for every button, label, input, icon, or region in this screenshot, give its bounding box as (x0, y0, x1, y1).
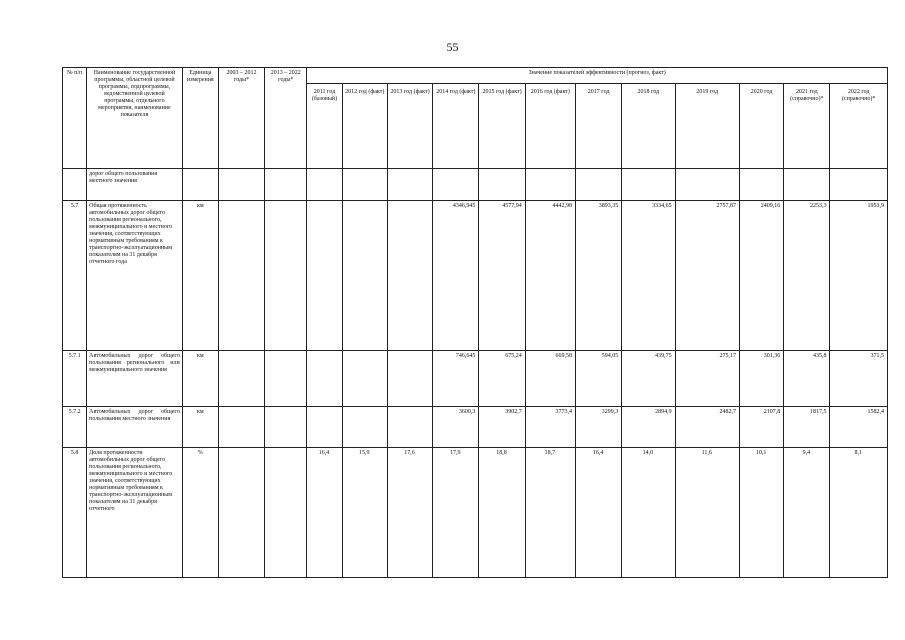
row-value: 17,9 (433, 448, 479, 578)
row-value: 275,17 (675, 351, 739, 407)
header-year: 2011 год (базовый) (307, 84, 342, 169)
cell-empty (218, 351, 264, 407)
row-unit: км (182, 351, 218, 407)
row-value: 11,6 (675, 448, 739, 578)
row-name: дорог общего пользования местного значения (87, 169, 183, 201)
row-value: 17,6 (387, 448, 432, 578)
row-value (307, 351, 342, 407)
row-value: 8,1 (830, 448, 888, 578)
row-value (342, 169, 387, 201)
row-value: 16,4 (575, 448, 621, 578)
header-year: 2018 год (622, 84, 675, 169)
row-value (479, 169, 525, 201)
cell-empty (218, 407, 264, 448)
header-year: 2021 год (справочно)* (784, 84, 830, 169)
table-row (63, 201, 888, 351)
row-no: 5.7 (63, 201, 87, 351)
row-value (675, 169, 739, 201)
cell-empty (218, 169, 264, 201)
header-values: Значение показателей эффективности (прогноз, факт) (307, 68, 888, 84)
cell-empty (218, 201, 264, 351)
row-value: 10,1 (739, 448, 783, 578)
row-value: 669,58 (525, 351, 575, 407)
header-row-1 (63, 68, 888, 84)
row-value (575, 169, 621, 201)
row-value (342, 407, 387, 448)
row-value (784, 169, 830, 201)
row-value: 4346,945 (433, 201, 479, 351)
row-value: 18,8 (479, 448, 525, 578)
header-name: Наименование государственной программы, областной целевой программы, подпрограммы, ведомственной целевой программы, отдельного мероприятия, наименование показателя (87, 68, 183, 169)
table-row (63, 169, 888, 201)
table-row (63, 407, 888, 448)
cell-empty (265, 448, 307, 578)
row-value: 1582,4 (830, 407, 888, 448)
cell-empty (265, 407, 307, 448)
row-value: 2253,3 (784, 201, 830, 351)
header-year: 2019 год (675, 84, 739, 169)
header-year: 2014 год (факт) (433, 84, 479, 169)
row-value: 9,4 (784, 448, 830, 578)
row-value: 2409,16 (739, 201, 783, 351)
cell-empty (265, 351, 307, 407)
row-value (307, 201, 342, 351)
header-year: 2016 год (факт) (525, 84, 575, 169)
header-2003-2012: 2003 – 2012 годы* (218, 68, 264, 169)
row-value: 16,4 (307, 448, 342, 578)
row-value (387, 169, 432, 201)
row-value (739, 169, 783, 201)
row-value: 301,36 (739, 351, 783, 407)
header-no: № п/п (63, 68, 87, 169)
row-no: 5.7.2 (63, 407, 87, 448)
row-name: Общая протяженность автомобильных дорог общего пользования регионального, межмуниципального и местного значения, соответствующих нормативным требованиям к транспортно-эксплуатационным показателям на 31 декабря отчетного года (87, 201, 183, 351)
row-name: Доля протяженности автомобильных дорог общего пользования регионального, межмуниципального и местного значения, соответствующих нормативным требованиям к транспортно-эксплуатационным показателям на 31 декабря отчетного (87, 448, 183, 578)
row-value: 435,8 (784, 351, 830, 407)
row-unit: % (182, 448, 218, 578)
row-unit: км (182, 201, 218, 351)
header-year: 2015 год (факт) (479, 84, 525, 169)
row-name: Автомобильных дорог общего пользования регионального или межмуниципального значения (87, 351, 183, 407)
row-no: 5.7.1 (63, 351, 87, 407)
row-no (63, 169, 87, 201)
row-value: 3299,3 (575, 407, 621, 448)
row-value (387, 201, 432, 351)
row-value: 3600,3 (433, 407, 479, 448)
row-value: 675,24 (479, 351, 525, 407)
table-row (63, 351, 888, 407)
row-value (433, 169, 479, 201)
row-value: 18,7 (525, 448, 575, 578)
row-no: 5.8 (63, 448, 87, 578)
header-year: 2012 год (факт) (342, 84, 387, 169)
row-value (622, 169, 675, 201)
row-value: 15,9 (342, 448, 387, 578)
row-value: 3893,35 (575, 201, 621, 351)
header-year: 2017 год (575, 84, 621, 169)
row-unit: км (182, 407, 218, 448)
row-value: 594,05 (575, 351, 621, 407)
page-number: 55 (446, 40, 459, 54)
row-value (307, 407, 342, 448)
row-value: 14,0 (622, 448, 675, 578)
row-name: Автомобильных дорог общего пользования местного значения (87, 407, 183, 448)
row-value: 2107,8 (739, 407, 783, 448)
row-value (525, 169, 575, 201)
row-unit (182, 169, 218, 201)
row-value (307, 169, 342, 201)
header-year: 2013 год (факт) (387, 84, 432, 169)
row-value: 2894,9 (622, 407, 675, 448)
row-value: 746,645 (433, 351, 479, 407)
row-value: 2482,7 (675, 407, 739, 448)
row-value: 1953,9 (830, 201, 888, 351)
row-value (342, 351, 387, 407)
cell-empty (265, 169, 307, 201)
header-year: 2022 год (справочно)* (830, 84, 888, 169)
table-row (63, 448, 888, 578)
row-value (387, 407, 432, 448)
row-value (342, 201, 387, 351)
row-value: 3334,65 (622, 201, 675, 351)
row-value: 4577,94 (479, 201, 525, 351)
indicators-table (62, 67, 888, 578)
row-value (387, 351, 432, 407)
row-value: 4442,98 (525, 201, 575, 351)
header-2013-2022: 2013 – 2022 годы* (265, 68, 307, 169)
header-unit: Единица измерения (182, 68, 218, 169)
row-value (830, 169, 888, 201)
cell-empty (265, 201, 307, 351)
row-value: 371,5 (830, 351, 888, 407)
row-value: 3773,4 (525, 407, 575, 448)
row-value: 2757,87 (675, 201, 739, 351)
header-year: 2020 год (739, 84, 783, 169)
row-value: 439,75 (622, 351, 675, 407)
row-value: 3902,7 (479, 407, 525, 448)
row-value: 1817,5 (784, 407, 830, 448)
cell-empty (218, 448, 264, 578)
